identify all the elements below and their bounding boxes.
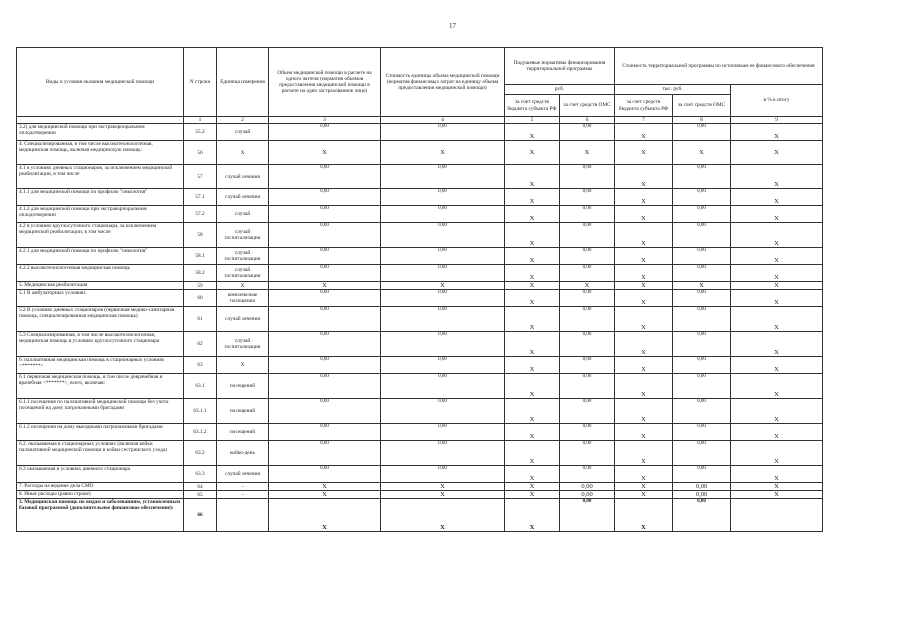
cell-c7: X bbox=[615, 265, 673, 282]
cell-c8: 0,00 bbox=[697, 165, 706, 171]
table-row bbox=[17, 332, 823, 357]
cell-c9: X bbox=[731, 248, 823, 265]
col-num: 9 bbox=[731, 117, 823, 124]
cell-c6: 0,00 bbox=[582, 223, 592, 229]
cell-c7: X bbox=[615, 499, 673, 532]
row-label: 4.2.1 для медицинской помощи по профилю "онкология" bbox=[17, 248, 184, 265]
row-unit: посещений bbox=[217, 399, 269, 424]
col-num: 2 bbox=[217, 117, 269, 124]
cell-cost: 0,00 bbox=[438, 466, 447, 472]
cell-cost: 0,00 bbox=[438, 290, 447, 296]
cell-cost: 0,00 bbox=[438, 307, 447, 313]
header-name: Виды и условия оказания медицинской помощи bbox=[17, 48, 184, 117]
cell-c8: 0,00 bbox=[697, 374, 706, 380]
row-label: 6. паллиативная медицинская помощь в стационарных условиях <*******> bbox=[17, 357, 184, 374]
cell-c9: X bbox=[731, 424, 823, 441]
cell-c6: 0,00 bbox=[582, 248, 592, 254]
cell-c8: 0,00 bbox=[697, 357, 706, 363]
cell-vol: 0,00 bbox=[320, 374, 329, 380]
cell-c7: X bbox=[615, 441, 673, 466]
cell-cost: 0,00 bbox=[438, 357, 447, 363]
cell-c8: 0,00 bbox=[697, 189, 706, 195]
cell-c8: 0,00 bbox=[697, 248, 706, 254]
cell-c5: X bbox=[505, 491, 560, 499]
cell-c5: X bbox=[505, 290, 560, 307]
cell-cost: X bbox=[381, 499, 505, 532]
cell-cost: 0,00 bbox=[438, 206, 447, 212]
table-row bbox=[17, 206, 823, 223]
cell-c5: X bbox=[505, 189, 560, 206]
row-unit: - bbox=[217, 483, 269, 491]
table-row bbox=[17, 483, 823, 491]
row-unit: случай лечения bbox=[217, 307, 269, 332]
cell-c5: X bbox=[505, 282, 560, 290]
header-rub: руб. bbox=[505, 85, 615, 95]
column-number-row bbox=[17, 117, 823, 124]
cell-c9: X bbox=[731, 141, 823, 165]
col-num: 8 bbox=[673, 117, 731, 124]
cell-c7: X bbox=[615, 165, 673, 189]
cell-c6: 0,00 bbox=[582, 307, 592, 313]
row-number: 63 bbox=[184, 357, 217, 374]
cell-c6: X bbox=[560, 141, 615, 165]
cell-c5: X bbox=[505, 248, 560, 265]
cell-c8: 0,00 bbox=[697, 332, 706, 338]
row-unit: случай лечения bbox=[217, 165, 269, 189]
row-unit: X bbox=[217, 141, 269, 165]
cell-vol: 0,00 bbox=[320, 424, 329, 430]
row-number: 61 bbox=[184, 307, 217, 332]
header-oms-thousand: за счет средств ОМС bbox=[673, 95, 731, 117]
cell-c5: X bbox=[505, 332, 560, 357]
cell-c6: 0,00 bbox=[582, 466, 592, 472]
cell-c5: X bbox=[505, 265, 560, 282]
row-number: 59 bbox=[184, 282, 217, 290]
cell-c7: X bbox=[615, 466, 673, 483]
cell-cost: X bbox=[381, 141, 505, 165]
header-unit: Единица измерения bbox=[217, 48, 269, 117]
row-number: 64 bbox=[184, 483, 217, 491]
table-row bbox=[17, 307, 823, 332]
table-row bbox=[17, 374, 823, 399]
table-row bbox=[17, 141, 823, 165]
cell-c8: 0,00 bbox=[697, 124, 706, 130]
table-row bbox=[17, 441, 823, 466]
cell-c8: 0,00 bbox=[697, 265, 706, 271]
cell-cost: 0,00 bbox=[438, 265, 447, 271]
cell-c8: 0,00 bbox=[697, 307, 706, 313]
row-label: 3.2) для медицинской помощи при экстракорпоральном оплодотворении bbox=[17, 124, 184, 141]
row-label: 7. Расходы на ведение дела СМО bbox=[17, 483, 184, 491]
cell-c6: 0,00 bbox=[582, 374, 592, 380]
header-budget-rub: за счет средств бюджета субъекта РФ bbox=[505, 95, 560, 117]
cell-cost: X bbox=[381, 483, 505, 491]
cell-c8: 0,00 bbox=[697, 206, 706, 212]
cell-c6: 0,00 bbox=[582, 165, 592, 171]
cell-c9: X bbox=[731, 399, 823, 424]
cell-c9: X bbox=[731, 206, 823, 223]
table-row bbox=[17, 124, 823, 141]
page-number: 17 bbox=[449, 22, 456, 30]
table-row bbox=[17, 424, 823, 441]
cell-c9: X bbox=[731, 165, 823, 189]
cell-c6: 0,00 bbox=[582, 424, 592, 430]
row-label: 3. Медицинская помощь по видам и заболеваниям, установленным базовой программой (дополнительное финансовое обеспечение): bbox=[17, 499, 184, 532]
cell-c7: X bbox=[615, 124, 673, 141]
cell-c6: 0,00 bbox=[560, 483, 615, 491]
cell-c7: X bbox=[615, 141, 673, 165]
cell-cost: X bbox=[381, 282, 505, 290]
cell-vol: 0,00 bbox=[320, 248, 329, 254]
table-row bbox=[17, 466, 823, 483]
cell-c6: 0,00 bbox=[582, 265, 592, 271]
row-number: 58 bbox=[184, 223, 217, 248]
cell-c8: 0,00 bbox=[673, 483, 731, 491]
cell-c5: X bbox=[505, 483, 560, 491]
row-number: 60 bbox=[184, 290, 217, 307]
cell-c5: X bbox=[505, 307, 560, 332]
table-row bbox=[17, 165, 823, 189]
cell-c7: X bbox=[615, 374, 673, 399]
cell-c5: X bbox=[505, 374, 560, 399]
cell-vol: 0,00 bbox=[320, 307, 329, 313]
row-label: 6.1.1 посещения по паллиативной медицинской помощи без учета посещений на дому патронажными бригадами bbox=[17, 399, 184, 424]
header-row-number: N строки bbox=[184, 48, 217, 117]
cell-c5: X bbox=[505, 357, 560, 374]
row-unit: койко-день bbox=[217, 441, 269, 466]
table-row bbox=[17, 265, 823, 282]
cell-cost: 0,00 bbox=[438, 374, 447, 380]
col-num: 6 bbox=[560, 117, 615, 124]
cell-c7: X bbox=[615, 206, 673, 223]
row-label: 6.1 первичная медицинская помощь, в том числе доврачебная и врачебная <*******>, всего, включая: bbox=[17, 374, 184, 399]
row-number: 57.2 bbox=[184, 206, 217, 223]
cell-c9: X bbox=[731, 307, 823, 332]
cell-vol: 0,00 bbox=[320, 165, 329, 171]
row-number: 62 bbox=[184, 332, 217, 357]
cell-c5: X bbox=[505, 499, 560, 532]
cell-vol: X bbox=[269, 491, 381, 499]
cell-c5: X bbox=[505, 441, 560, 466]
cell-c5: X bbox=[505, 206, 560, 223]
cell-cost: 0,00 bbox=[438, 124, 447, 130]
cell-c8: X bbox=[673, 141, 731, 165]
cell-c8: 0,00 bbox=[697, 499, 706, 505]
row-unit: - bbox=[217, 491, 269, 499]
row-number: 63.1 bbox=[184, 374, 217, 399]
col-num: 5 bbox=[505, 117, 560, 124]
cell-vol: 0,00 bbox=[320, 399, 329, 405]
cell-c8: 0,00 bbox=[697, 424, 706, 430]
cell-c5: X bbox=[505, 165, 560, 189]
cell-c8: 0,00 bbox=[697, 466, 706, 472]
row-label: 6.1.2 посещения на дому выездными патронажными бригадами bbox=[17, 424, 184, 441]
row-label: 4.1 в условиях дневных стационаров, за исключением медицинской реабилитации, в том числе bbox=[17, 165, 184, 189]
header-program-cost: Стоимость территориальной программы по источникам ее финансового обеспечения bbox=[615, 48, 823, 85]
cell-c7: X bbox=[615, 424, 673, 441]
cell-c8: 0,00 bbox=[697, 223, 706, 229]
row-unit: случай bbox=[217, 206, 269, 223]
cell-c5: X bbox=[505, 399, 560, 424]
row-unit: случай госпитализации bbox=[217, 332, 269, 357]
cell-c5: X bbox=[505, 223, 560, 248]
cell-c6: 0,00 bbox=[582, 441, 592, 447]
cell-c7: X bbox=[615, 223, 673, 248]
program-cost-table bbox=[16, 47, 823, 532]
row-number: 63.2 bbox=[184, 441, 217, 466]
cell-c9: X bbox=[731, 223, 823, 248]
row-unit bbox=[217, 499, 269, 532]
cell-c9: X bbox=[731, 332, 823, 357]
cell-vol: X bbox=[269, 499, 381, 532]
col-num: 4 bbox=[381, 117, 505, 124]
cell-c6: 0,00 bbox=[582, 332, 592, 338]
cell-c5: X bbox=[505, 124, 560, 141]
row-unit: посещений bbox=[217, 374, 269, 399]
cell-c7: X bbox=[615, 357, 673, 374]
header-unit-cost: Стоимость единицы объема медицинской помощи (норматив финансовых затрат на единицу объема предоставления медицинской помощи) bbox=[381, 48, 505, 117]
cell-vol: X bbox=[269, 282, 381, 290]
cell-cost: 0,00 bbox=[438, 441, 447, 447]
header-thousand-rub: тыс. руб. bbox=[615, 85, 731, 95]
row-number: 57.1 bbox=[184, 189, 217, 206]
cell-c7: X bbox=[615, 290, 673, 307]
cell-cost: 0,00 bbox=[438, 332, 447, 338]
cell-c9: X bbox=[731, 265, 823, 282]
cell-c6: 0,00 bbox=[582, 290, 592, 296]
cell-vol: 0,00 bbox=[320, 357, 329, 363]
cell-cost: 0,00 bbox=[438, 248, 447, 254]
row-label: 4.2 в условиях круглосуточного стационара, за исключением медицинской реабилитации, в том числе bbox=[17, 223, 184, 248]
row-label: 4.2.2 высокотехнологичная медицинская помощь bbox=[17, 265, 184, 282]
cell-c7: X bbox=[615, 189, 673, 206]
cell-c9: X bbox=[731, 290, 823, 307]
cell-c7: X bbox=[615, 491, 673, 499]
cell-c8: X bbox=[673, 282, 731, 290]
cell-c6: 0,00 bbox=[560, 491, 615, 499]
row-unit: случай госпитализации bbox=[217, 265, 269, 282]
cell-c7: X bbox=[615, 307, 673, 332]
row-unit: случай госпитализации bbox=[217, 248, 269, 265]
row-number: 57 bbox=[184, 165, 217, 189]
row-number: 66 bbox=[184, 499, 217, 532]
cell-c8: 0,00 bbox=[697, 399, 706, 405]
cell-c9: X bbox=[731, 357, 823, 374]
row-unit: случай госпитализации bbox=[217, 223, 269, 248]
row-label: 6.3 оказываемая в условиях дневного стационара bbox=[17, 466, 184, 483]
header-oms-rub: за счет средств ОМС bbox=[560, 95, 615, 117]
row-label: 5.2 В условиях дневных стационаров (первичная медико-санитарная помощь, специализированная медицинская помощь) bbox=[17, 307, 184, 332]
cell-c7: X bbox=[615, 483, 673, 491]
cell-c8: 0,00 bbox=[673, 491, 731, 499]
table-row bbox=[17, 189, 823, 206]
cell-vol: 0,00 bbox=[320, 466, 329, 472]
row-unit: случай bbox=[217, 124, 269, 141]
cell-c5: X bbox=[505, 424, 560, 441]
cell-c9: X bbox=[731, 374, 823, 399]
cell-vol: 0,00 bbox=[320, 189, 329, 195]
row-label: 4.1.2 для медицинской помощи при экстракорпоральном оплодотворении bbox=[17, 206, 184, 223]
cell-c7: X bbox=[615, 248, 673, 265]
cell-c7: X bbox=[615, 332, 673, 357]
row-number: 58.2 bbox=[184, 265, 217, 282]
cell-vol: X bbox=[269, 141, 381, 165]
cell-vol: 0,00 bbox=[320, 206, 329, 212]
cell-c7: X bbox=[615, 399, 673, 424]
table-row bbox=[17, 357, 823, 374]
table-row bbox=[17, 248, 823, 265]
header-budget-thousand: за счет средств бюджета субъекта РФ bbox=[615, 95, 673, 117]
cell-vol: X bbox=[269, 483, 381, 491]
row-number: 63.3 bbox=[184, 466, 217, 483]
table-row bbox=[17, 499, 823, 532]
cell-vol: 0,00 bbox=[320, 290, 329, 296]
table-body bbox=[17, 124, 823, 532]
cell-vol: 0,00 bbox=[320, 332, 329, 338]
cell-c6: 0,00 bbox=[582, 189, 592, 195]
col-num: 7 bbox=[615, 117, 673, 124]
cell-c9: X bbox=[731, 282, 823, 290]
cell-cost: X bbox=[381, 491, 505, 499]
cell-c9: X bbox=[731, 441, 823, 466]
row-unit: случай лечения bbox=[217, 189, 269, 206]
header-volume: Объем медицинской помощи в расчете на одного жителя (норматив объемов предоставления медицинской помощи в расчете на одно застрахованное лицо) bbox=[269, 48, 381, 117]
col-num: 3 bbox=[269, 117, 381, 124]
header-percent: в % к итогу bbox=[731, 85, 823, 117]
cell-c6: 0,00 bbox=[582, 399, 592, 405]
table-row bbox=[17, 491, 823, 499]
row-number: 63.1.1 bbox=[184, 399, 217, 424]
cell-c6: 0,00 bbox=[582, 499, 592, 505]
cell-c9: X bbox=[731, 483, 823, 491]
row-unit: комплексные посещения bbox=[217, 290, 269, 307]
row-number: 55.2 bbox=[184, 124, 217, 141]
cell-c8: 0,00 bbox=[697, 441, 706, 447]
cell-c7: X bbox=[615, 282, 673, 290]
row-number: 65 bbox=[184, 491, 217, 499]
header-per-capita-norms: Подушевые нормативы финансирования территориальной программы bbox=[505, 48, 615, 85]
cell-cost: 0,00 bbox=[438, 399, 447, 405]
table-row bbox=[17, 290, 823, 307]
cell-vol: 0,00 bbox=[320, 265, 329, 271]
cell-vol: 0,00 bbox=[320, 124, 329, 130]
row-label: 5. Медицинская реабилитация bbox=[17, 282, 184, 290]
row-number: 56 bbox=[184, 141, 217, 165]
row-unit: X bbox=[217, 282, 269, 290]
cell-c9: X bbox=[731, 466, 823, 483]
table-row bbox=[17, 223, 823, 248]
cell-cost: 0,00 bbox=[438, 223, 447, 229]
row-label: 8. Иные расходы (равно строке) bbox=[17, 491, 184, 499]
cell-vol: 0,00 bbox=[320, 441, 329, 447]
row-label: 5.1 В амбулаторных условиях bbox=[17, 290, 184, 307]
table-row bbox=[17, 399, 823, 424]
cell-vol: 0,00 bbox=[320, 223, 329, 229]
cell-c8: 0,00 bbox=[697, 290, 706, 296]
cell-c5: X bbox=[505, 141, 560, 165]
row-unit: случай лечения bbox=[217, 466, 269, 483]
cell-c9 bbox=[731, 499, 823, 532]
row-label: 4. Специализированная, в том числе высокотехнологичная, медицинская помощь, включая медицинскую помощь: bbox=[17, 141, 184, 165]
cell-c6: 0,00 bbox=[582, 357, 592, 363]
row-number: 63.1.2 bbox=[184, 424, 217, 441]
cell-c6: 0,00 bbox=[582, 124, 592, 130]
cell-c9: X bbox=[731, 124, 823, 141]
cell-c6: 0,00 bbox=[582, 206, 592, 212]
row-unit: X bbox=[217, 357, 269, 374]
cell-cost: 0,00 bbox=[438, 165, 447, 171]
row-number: 58.1 bbox=[184, 248, 217, 265]
cell-c6: X bbox=[560, 282, 615, 290]
row-label: 6.2. оказываемая в стационарных условиях (включая койки паллиативной медицинской помощи и койки сестринского ухода) bbox=[17, 441, 184, 466]
col-num: 1 bbox=[184, 117, 217, 124]
cell-cost: 0,00 bbox=[438, 424, 447, 430]
row-label: 4.1.1 для медицинской помощи по профилю "онкология" bbox=[17, 189, 184, 206]
cell-c9: X bbox=[731, 189, 823, 206]
row-unit: посещений bbox=[217, 424, 269, 441]
cell-cost: 0,00 bbox=[438, 189, 447, 195]
row-label: 5.3 Специализированная, в том числе высокотехнологичная, медицинская помощь в условиях круглосуточного стационара bbox=[17, 332, 184, 357]
table-row bbox=[17, 282, 823, 290]
cell-c9: X bbox=[731, 491, 823, 499]
cell-c5: X bbox=[505, 466, 560, 483]
